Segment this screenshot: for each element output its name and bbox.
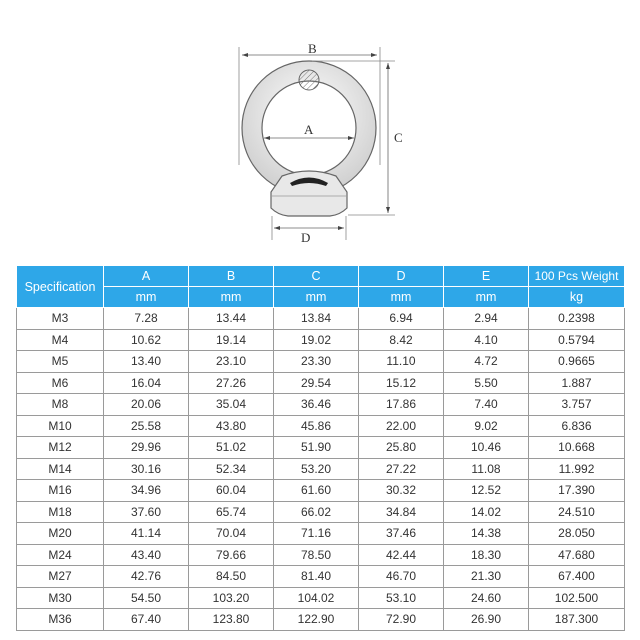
value-cell: 60.04 — [189, 480, 274, 502]
value-cell: 12.52 — [444, 480, 529, 502]
value-cell: 103.20 — [189, 587, 274, 609]
value-cell: 71.16 — [274, 523, 359, 545]
spec-cell: M6 — [17, 372, 104, 394]
value-cell: 54.50 — [104, 587, 189, 609]
value-cell: 46.70 — [359, 566, 444, 588]
col-e-header: E — [444, 266, 529, 287]
value-cell: 10.46 — [444, 437, 529, 459]
table-row — [17, 501, 625, 523]
value-cell: 34.84 — [359, 501, 444, 523]
value-cell: 4.72 — [444, 351, 529, 373]
value-cell: 25.80 — [359, 437, 444, 459]
value-cell: 84.50 — [189, 566, 274, 588]
value-cell: 29.96 — [104, 437, 189, 459]
col-weight-header: 100 Pcs Weight — [529, 266, 625, 287]
specification-header: Specification — [17, 266, 104, 308]
value-cell: 16.04 — [104, 372, 189, 394]
table-row — [17, 480, 625, 502]
value-cell: 24.510 — [529, 501, 625, 523]
value-cell: 24.60 — [444, 587, 529, 609]
dim-a-label: A — [304, 122, 314, 137]
value-cell: 15.12 — [359, 372, 444, 394]
table-row — [17, 523, 625, 545]
value-cell: 122.90 — [274, 609, 359, 631]
value-cell: 8.42 — [359, 329, 444, 351]
spec-cell: M24 — [17, 544, 104, 566]
value-cell: 47.680 — [529, 544, 625, 566]
dimension-d — [272, 216, 346, 245]
value-cell: 14.38 — [444, 523, 529, 545]
spec-cell: M36 — [17, 609, 104, 631]
spec-cell: M18 — [17, 501, 104, 523]
spec-cell: M3 — [17, 308, 104, 330]
value-cell: 10.668 — [529, 437, 625, 459]
value-cell: 20.06 — [104, 394, 189, 416]
spec-cell: M10 — [17, 415, 104, 437]
value-cell: 26.90 — [444, 609, 529, 631]
dim-b-label: B — [308, 41, 317, 56]
value-cell: 29.54 — [274, 372, 359, 394]
table-row — [17, 394, 625, 416]
value-cell: 37.46 — [359, 523, 444, 545]
table-row — [17, 544, 625, 566]
value-cell: 1.887 — [529, 372, 625, 394]
table-header — [17, 266, 625, 308]
value-cell: 27.22 — [359, 458, 444, 480]
value-cell: 0.2398 — [529, 308, 625, 330]
value-cell: 6.94 — [359, 308, 444, 330]
value-cell: 45.86 — [274, 415, 359, 437]
value-cell: 187.300 — [529, 609, 625, 631]
value-cell: 51.02 — [189, 437, 274, 459]
value-cell: 22.00 — [359, 415, 444, 437]
eye-nut-drawing — [0, 0, 640, 260]
value-cell: 0.9665 — [529, 351, 625, 373]
spec-cell: M16 — [17, 480, 104, 502]
dim-d-label: D — [301, 230, 311, 245]
table-body — [17, 308, 625, 631]
header-row-units — [17, 287, 625, 308]
value-cell: 30.16 — [104, 458, 189, 480]
value-cell: 65.74 — [189, 501, 274, 523]
col-b-unit: mm — [189, 287, 274, 308]
value-cell: 81.40 — [274, 566, 359, 588]
value-cell: 35.04 — [189, 394, 274, 416]
value-cell: 78.50 — [274, 544, 359, 566]
spec-cell: M27 — [17, 566, 104, 588]
value-cell: 41.14 — [104, 523, 189, 545]
col-a-header: A — [104, 266, 189, 287]
value-cell: 7.40 — [444, 394, 529, 416]
value-cell: 27.26 — [189, 372, 274, 394]
value-cell: 11.10 — [359, 351, 444, 373]
value-cell: 7.28 — [104, 308, 189, 330]
value-cell: 0.5794 — [529, 329, 625, 351]
value-cell: 3.757 — [529, 394, 625, 416]
col-c-unit: mm — [274, 287, 359, 308]
table-row — [17, 437, 625, 459]
value-cell: 66.02 — [274, 501, 359, 523]
value-cell: 13.40 — [104, 351, 189, 373]
dim-c-label: C — [394, 130, 403, 145]
value-cell: 51.90 — [274, 437, 359, 459]
col-d-header: D — [359, 266, 444, 287]
value-cell: 13.84 — [274, 308, 359, 330]
value-cell: 30.32 — [359, 480, 444, 502]
value-cell: 17.86 — [359, 394, 444, 416]
col-weight-unit: kg — [529, 287, 625, 308]
value-cell: 9.02 — [444, 415, 529, 437]
value-cell: 11.992 — [529, 458, 625, 480]
value-cell: 25.58 — [104, 415, 189, 437]
col-c-header: C — [274, 266, 359, 287]
col-d-unit: mm — [359, 287, 444, 308]
table-row — [17, 372, 625, 394]
value-cell: 4.10 — [444, 329, 529, 351]
value-cell: 5.50 — [444, 372, 529, 394]
value-cell: 19.02 — [274, 329, 359, 351]
value-cell: 10.62 — [104, 329, 189, 351]
col-a-unit: mm — [104, 287, 189, 308]
value-cell: 70.04 — [189, 523, 274, 545]
value-cell: 21.30 — [444, 566, 529, 588]
value-cell: 43.40 — [104, 544, 189, 566]
value-cell: 23.10 — [189, 351, 274, 373]
value-cell: 53.10 — [359, 587, 444, 609]
spec-cell: M4 — [17, 329, 104, 351]
value-cell: 23.30 — [274, 351, 359, 373]
col-b-header: B — [189, 266, 274, 287]
table-row — [17, 351, 625, 373]
table-row — [17, 609, 625, 631]
specification-table — [16, 265, 625, 631]
value-cell: 11.08 — [444, 458, 529, 480]
spec-cell: M20 — [17, 523, 104, 545]
value-cell: 79.66 — [189, 544, 274, 566]
value-cell: 42.44 — [359, 544, 444, 566]
value-cell: 19.14 — [189, 329, 274, 351]
value-cell: 72.90 — [359, 609, 444, 631]
value-cell: 43.80 — [189, 415, 274, 437]
header-row-labels — [17, 266, 625, 287]
value-cell: 102.500 — [529, 587, 625, 609]
value-cell: 28.050 — [529, 523, 625, 545]
value-cell: 123.80 — [189, 609, 274, 631]
spec-cell: M5 — [17, 351, 104, 373]
spec-cell: M12 — [17, 437, 104, 459]
table-row — [17, 587, 625, 609]
table-row — [17, 415, 625, 437]
value-cell: 42.76 — [104, 566, 189, 588]
nut-base — [271, 171, 347, 216]
value-cell: 14.02 — [444, 501, 529, 523]
value-cell: 53.20 — [274, 458, 359, 480]
table-row — [17, 329, 625, 351]
value-cell: 17.390 — [529, 480, 625, 502]
spec-cell: M8 — [17, 394, 104, 416]
table-row — [17, 458, 625, 480]
value-cell: 18.30 — [444, 544, 529, 566]
table-row — [17, 308, 625, 330]
value-cell: 37.60 — [104, 501, 189, 523]
value-cell: 6.836 — [529, 415, 625, 437]
table-row — [17, 566, 625, 588]
value-cell: 61.60 — [274, 480, 359, 502]
value-cell: 36.46 — [274, 394, 359, 416]
spec-cell: M30 — [17, 587, 104, 609]
spec-cell: M14 — [17, 458, 104, 480]
value-cell: 104.02 — [274, 587, 359, 609]
value-cell: 34.96 — [104, 480, 189, 502]
value-cell: 67.40 — [104, 609, 189, 631]
col-e-unit: mm — [444, 287, 529, 308]
value-cell: 52.34 — [189, 458, 274, 480]
value-cell: 2.94 — [444, 308, 529, 330]
value-cell: 13.44 — [189, 308, 274, 330]
value-cell: 67.400 — [529, 566, 625, 588]
